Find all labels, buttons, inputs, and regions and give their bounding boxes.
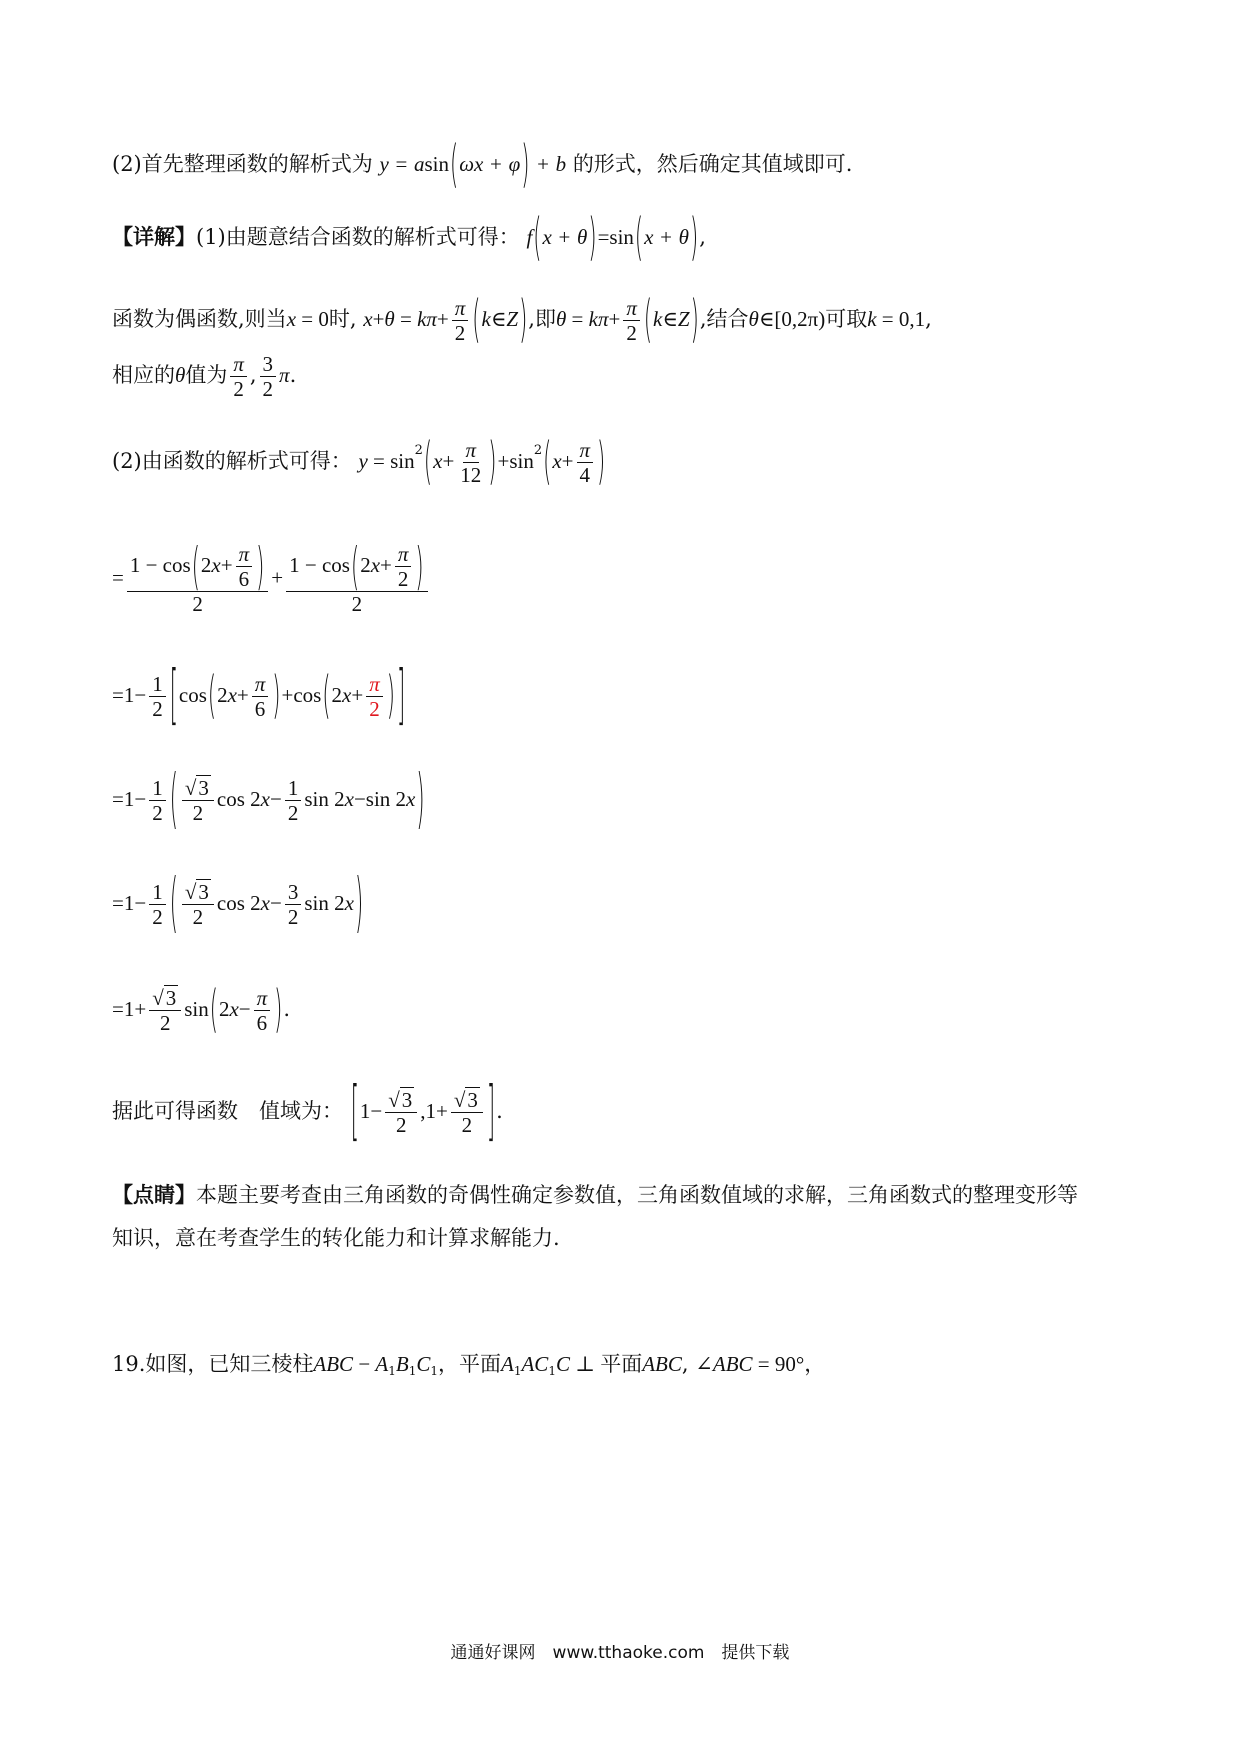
comment-label: 【点睛】 [112, 1182, 196, 1207]
step-4: =1− $\frac{1}{2}$ ( $\frac{√3}{2}$ cos 2x− $\frac{3}{2}$ sin 2x) [112, 865, 364, 940]
comment-text-1: 本题主要考查由三角函数的奇偶性确定参数值，三角函数值域的求解，三角函数式的整理变形等 [196, 1183, 1078, 1207]
even-function-line: 函数为偶函数,则当x = 0时, x+θ = kπ+ $\frac{\pi}{2}$ (k∈Z),即θ = kπ+ $\frac{\pi}{2}$ (k∈Z),结合θ∈[0,2π)可取k = 0,1, [112, 290, 932, 349]
range-line: 据此可得函数 值域为： [1− $\frac{√3}{2}$ ,1+ $\frac{√3}{2}$ ]. [112, 1073, 503, 1148]
solution-hint-2: (2)首先整理函数的解析式为 y = asin(ωx + φ) + b 的形式，然后确定其值域即可. [112, 135, 853, 193]
even-text-b: 时, [328, 307, 357, 332]
q19-text-c: 平面 [600, 1352, 643, 1376]
part2-expression: (2)由函数的解析式可得： $y = \sin^2(x+$ $\frac{\pi}{12}$ )$+\sin^2(x+$ $\frac{\pi}{4}$ ) [112, 432, 606, 491]
hint-text-end: 的形式，然后确定其值域即可. [572, 152, 853, 176]
hint-text: (2)首先整理函数的解析式为 [112, 152, 373, 176]
q19-text-a: 19.如图，已知三棱柱 [112, 1352, 314, 1376]
footer: 通通好课网 www.tthaoke.com 提供下载 [450, 1643, 790, 1663]
comment-line-1 [112, 1182, 1078, 1208]
comment-text-2: 知识，意在考查学生的转化能力和计算求解能力. [112, 1226, 560, 1250]
q19-text-b: ，平面 [438, 1352, 502, 1376]
theta-values-line: 相应的θ值为 $\frac{\pi}{2}$ , $\frac{3}{2}$ π. [112, 352, 297, 402]
even-text-e: 可取 [825, 307, 868, 332]
question-19: 19.如图，已知三棱柱ABC − $A_1B_1C_1$，平面$A_1AC_1C$ ⊥ 平面ABC, ∠ABC = 90°， [112, 1352, 826, 1378]
range-text: 据此可得函数 值域为： [112, 1099, 343, 1124]
part2-text: (2)由函数的解析式可得： [112, 449, 352, 474]
theta-text-b: 值为 [185, 363, 228, 388]
detail-part1: 【详解】(1)由题意结合函数的解析式可得： f(x + θ)=sin(x + θ), [112, 208, 706, 266]
even-text-c: ,即 [528, 307, 556, 332]
detail-text: (1)由题意结合函数的解析式可得： [196, 225, 520, 249]
step-1: = 1 − cos(2x+ $\frac{\pi}{6}$ ) 2 + 1 − cos(2x+ $\frac{\pi}{2}$ ) 2 [112, 542, 431, 616]
step-5: =1+ $\frac{√3}{2}$ sin(2x− $\frac{\pi}{6}$ ). [112, 980, 291, 1039]
theta-text-a: 相应的 [112, 363, 175, 388]
q19-text-d: ， [804, 1352, 826, 1376]
even-text-a: 函数为偶函数,则当 [112, 307, 287, 332]
even-text-d: ,结合 [699, 307, 749, 332]
step-3: =1− $\frac{1}{2}$ ( $\frac{√3}{2}$ cos 2x− $\frac{1}{2}$ sin 2x−sin 2x) [112, 761, 425, 836]
step-2: =1− $\frac{1}{2}$ [cos(2x+ $\frac{\pi}{6}$ )+cos(2x+ $\frac{\pi}{2}$ )] [112, 657, 406, 732]
detail-label: 【详解】 [112, 224, 196, 249]
comment-line-2 [112, 1226, 560, 1251]
